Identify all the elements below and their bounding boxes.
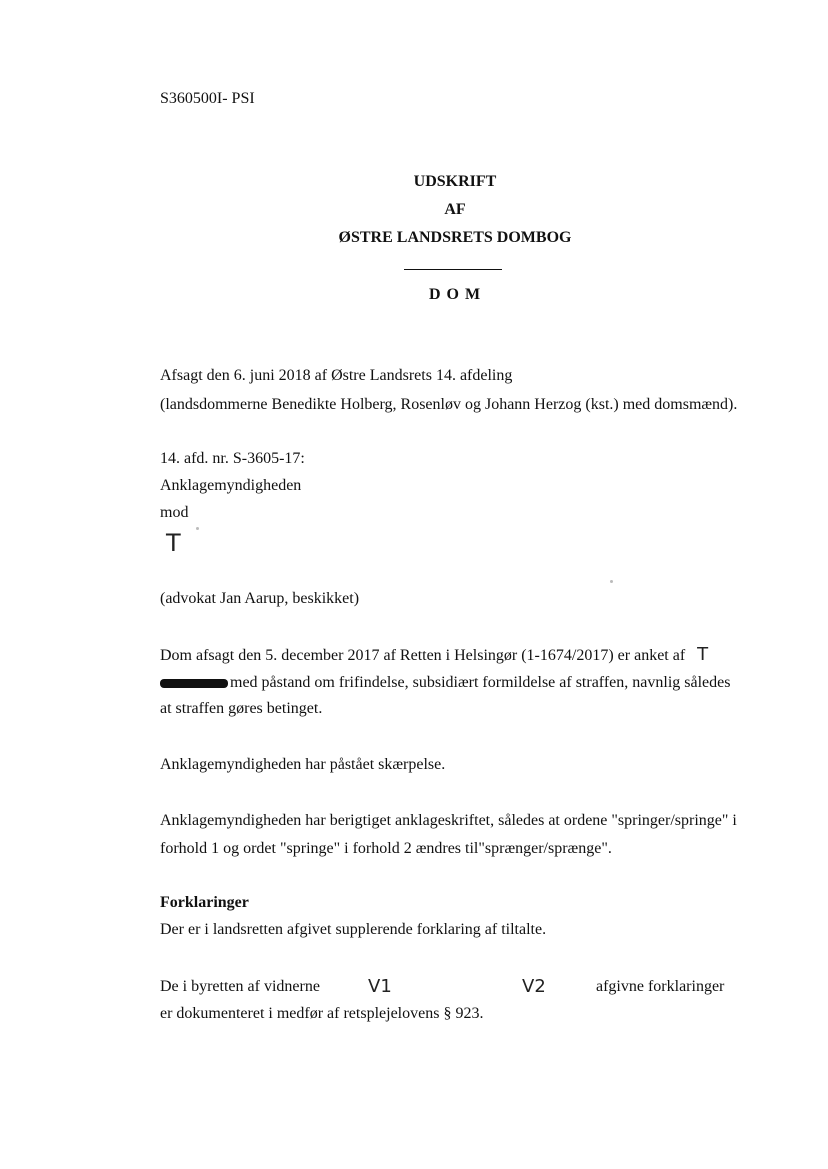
header-af: AF <box>444 201 466 218</box>
appeal-line-2-text: med påstand om frifindelse, subsidiært formildelse af straffen, navnlig således <box>230 674 731 691</box>
section-heading-forklaringer: Forklaringer <box>160 894 249 911</box>
witnesses-line-1 <box>160 977 740 997</box>
case-number: 14. afd. nr. S-3605-17: <box>160 450 305 467</box>
appeal-line-3: at straffen gøres betinget. <box>160 700 323 717</box>
scan-speck <box>610 580 613 583</box>
explanations-line: Der er i landsretten afgivet supplerende forklaring af tiltalte. <box>160 921 547 938</box>
witness-mark-v2: V2 <box>522 976 546 997</box>
defendant-handwritten-mark: T <box>166 529 181 557</box>
intro-judges-line: (landsdommerne Benedikte Holberg, Rosenløv og Johann Herzog (kst.) med domsmænd). <box>160 396 738 413</box>
header-court-name: ØSTRE LANDSRETS DOMBOG <box>338 229 572 246</box>
case-prosecution: Anklagemyndigheden <box>160 477 302 494</box>
appeal-handwritten-mark: T <box>697 644 709 665</box>
document-reference: S360500I- PSI <box>160 90 255 107</box>
case-versus: mod <box>160 504 189 521</box>
correction-line-1: Anklagemyndigheden har berigtiget anklageskriftet, således at ordene "springer/springe" i <box>160 812 737 829</box>
header-udskrift: UDSKRIFT <box>413 173 497 190</box>
witnesses-line-2: er dokumenteret i medfør af retsplejelovens § 923. <box>160 1005 484 1022</box>
header-divider <box>404 269 502 270</box>
defense-counsel: (advokat Jan Aarup, beskikket) <box>160 590 360 607</box>
intro-date-line: Afsagt den 6. juni 2018 af Østre Landsrets 14. afdeling <box>160 367 513 384</box>
correction-line-2: forhold 1 og ordet "springe" i forhold 2 ændres til"sprænger/sprænge". <box>160 840 612 857</box>
redaction-block <box>160 679 228 688</box>
prosecution-claim: Anklagemyndigheden har påstået skærpelse. <box>160 756 446 773</box>
appeal-line-2 <box>160 673 730 693</box>
scan-speck <box>196 527 199 530</box>
witnesses-line-1-end: afgivne forklaringer <box>596 978 725 995</box>
witnesses-line-1-start: De i byretten af vidnerne <box>160 978 320 995</box>
document-title: D O M <box>428 286 482 303</box>
appeal-line-1 <box>160 645 708 666</box>
witness-mark-v1: V1 <box>368 976 392 997</box>
appeal-line-1-text: Dom afsagt den 5. december 2017 af Retten i Helsingør (1-1674/2017) er anket af <box>160 647 686 664</box>
